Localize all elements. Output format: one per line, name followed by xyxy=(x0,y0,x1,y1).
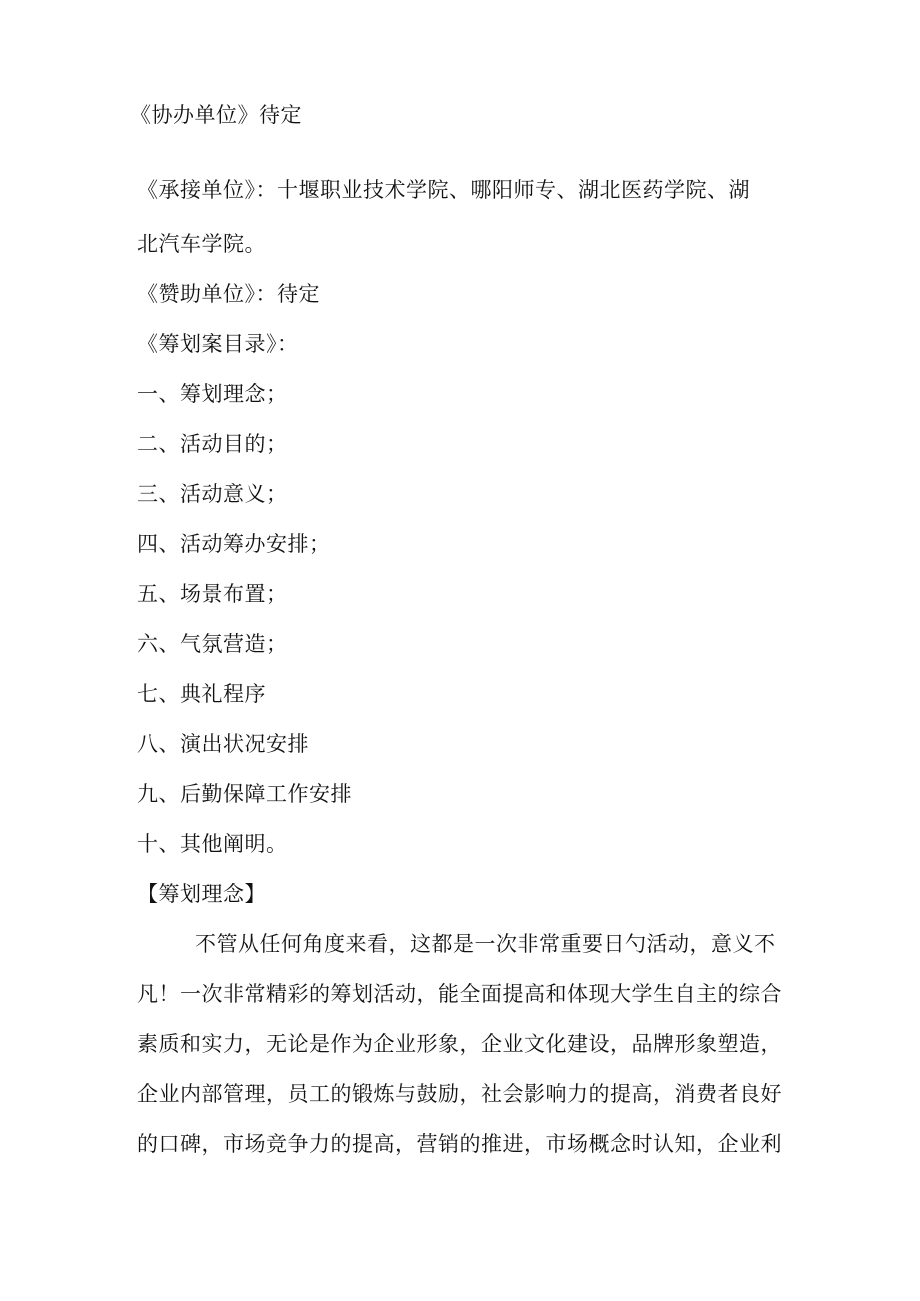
body-line: 素质和实力，无论是作为企业形象，企业文化建设，品牌形象塑造， xyxy=(137,1032,782,1056)
toc-item: 四、活动筹办安排； xyxy=(137,532,331,556)
toc-item: 八、演出状况安排 xyxy=(137,732,309,756)
toc-item: 二、活动目的； xyxy=(137,432,288,456)
toc-item: 十、其他阐明。 xyxy=(137,832,288,856)
body-line: 不管从任何角度来看，这都是一次非常重要日勺活动，意义不 xyxy=(195,932,776,956)
toc-item: 七、典礼程序 xyxy=(137,682,266,706)
toc-item: 九、后勤保障工作安排 xyxy=(137,782,352,806)
sponsor-line: 《赞助单位》：待定 xyxy=(137,282,320,306)
section-heading: 【筹划理念】 xyxy=(137,882,266,906)
host-line-1: 《承接单位》：十堰职业技术学院、哪阳师专、湖北医药学院、湖 xyxy=(137,178,750,202)
co-organizer-line: 《协办单位》待定 xyxy=(130,103,302,127)
toc-item: 五、场景布置； xyxy=(137,582,288,606)
body-line: 的口碑，市场竞争力的提高，营销的推进，市场概念时认知，企业利 xyxy=(137,1132,782,1156)
toc-item: 三、活动意义； xyxy=(137,482,288,506)
toc-heading: 《筹划案目录》： xyxy=(137,332,299,356)
body-line: 企业内部管理，员工的锻炼与鼓励，社会影响力的提高，消费者良好 xyxy=(137,1082,782,1106)
host-line-2: 北汽车学院。 xyxy=(137,232,266,256)
toc-item: 六、气氛营造； xyxy=(137,632,288,656)
toc-item: 一、筹划理念； xyxy=(137,382,288,406)
body-line: 凡！一次非常精彩的筹划活动，能全面提高和体现大学生自主的综合 xyxy=(137,982,782,1006)
